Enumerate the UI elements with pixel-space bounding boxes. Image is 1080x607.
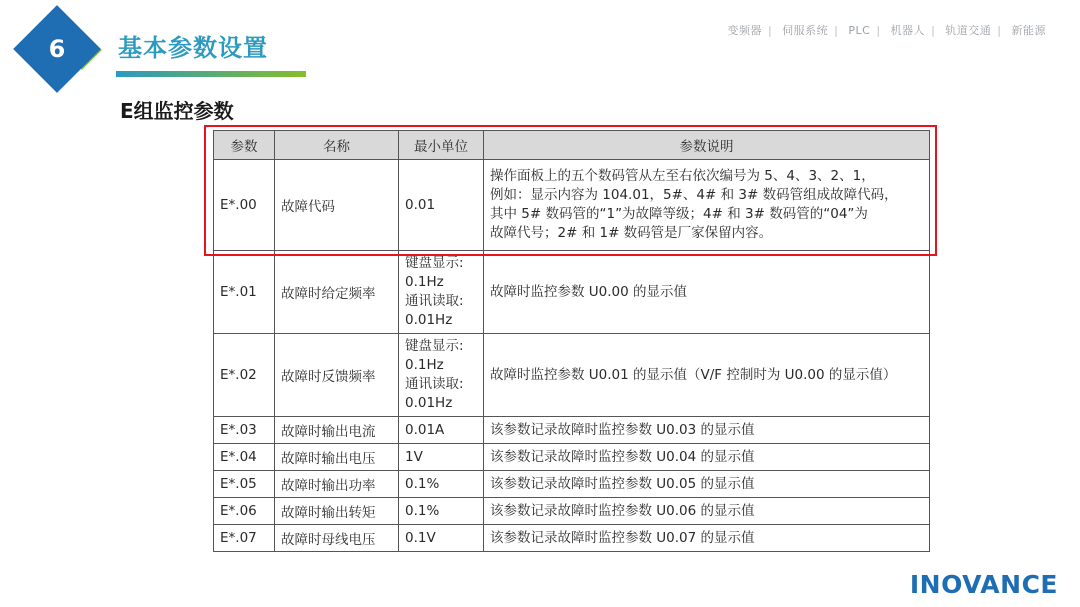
nav-item-rail[interactable]: 轨道交通: [945, 24, 992, 37]
param-name: 故障时给定频率: [275, 251, 399, 334]
nav-item-servo[interactable]: 伺服系统: [782, 24, 829, 37]
unit-line: 通讯读取:: [405, 293, 464, 309]
param-unit: 1V: [399, 444, 484, 471]
section-number: 6: [48, 35, 66, 63]
table-row: [214, 251, 930, 334]
param-desc: [484, 160, 930, 251]
table-crop-mask: [200, 567, 950, 607]
param-desc: 该参数记录故障时监控参数 U0.04 的显示值: [484, 444, 930, 471]
param-unit: 0.1%: [399, 498, 484, 525]
col-header-unit: 最小单位: [399, 131, 484, 160]
param-unit: [399, 334, 484, 417]
desc-line: 例如：显示内容为 104.01，5#、4# 和 3# 数码管组成故障代码，: [490, 187, 898, 203]
param-name: 故障时母线电压: [275, 525, 399, 552]
col-header-name: 名称: [275, 131, 399, 160]
unit-line: 0.1Hz: [405, 274, 444, 290]
param-name: 故障时输出转矩: [275, 498, 399, 525]
param-code: E*.03: [214, 417, 275, 444]
param-name: 故障时输出功率: [275, 471, 399, 498]
table-row: [214, 471, 930, 498]
desc-line: 故障代号；2# 和 1# 数码管是厂家保留内容。: [490, 225, 773, 241]
unit-line: 键盘显示:: [405, 338, 464, 354]
table-row: [214, 334, 930, 417]
table-row: [214, 417, 930, 444]
param-code: E*.00: [214, 160, 275, 251]
param-unit: 0.01: [399, 160, 484, 251]
nav-item-robot[interactable]: 机器人: [890, 24, 926, 37]
nav-item-new-energy[interactable]: 新能源: [1011, 24, 1046, 37]
param-unit: [399, 251, 484, 334]
param-code: E*.02: [214, 334, 275, 417]
unit-line: 0.1Hz: [405, 357, 444, 373]
nav-item-inverter[interactable]: 变频器: [727, 24, 762, 37]
title-underline: [116, 71, 306, 77]
unit-line: 通讯读取:: [405, 376, 464, 392]
param-code: E*.04: [214, 444, 275, 471]
top-nav: 变频器 | 伺服系统 | PLC | 机器人 | 轨道交通 | 新能源: [727, 24, 1046, 37]
unit-line: 0.01Hz: [405, 395, 453, 411]
param-name: 故障时反馈频率: [275, 334, 399, 417]
param-unit: 0.01A: [399, 417, 484, 444]
col-header-param: 参数: [214, 131, 275, 160]
param-desc: 该参数记录故障时监控参数 U0.07 的显示值: [484, 525, 930, 552]
param-code: E*.07: [214, 525, 275, 552]
param-unit: 0.1V: [399, 525, 484, 552]
table-row: [214, 444, 930, 471]
nav-item-plc[interactable]: PLC: [848, 24, 871, 37]
parameter-table: [213, 130, 930, 552]
desc-line: 其中 5# 数码管的“1”为故障等级；4# 和 3# 数码管的“04”为: [490, 206, 868, 222]
param-desc: 该参数记录故障时监控参数 U0.06 的显示值: [484, 498, 930, 525]
param-code: E*.05: [214, 471, 275, 498]
param-desc: 该参数记录故障时监控参数 U0.03 的显示值: [484, 417, 930, 444]
param-desc: 该参数记录故障时监控参数 U0.05 的显示值: [484, 471, 930, 498]
unit-line: 0.01Hz: [405, 312, 453, 328]
section-badge: [16, 8, 106, 94]
unit-line: 键盘显示:: [405, 255, 464, 271]
param-desc: 故障时监控参数 U0.01 的显示值（V/F 控制时为 U0.00 的显示值）: [484, 334, 930, 417]
param-name: 故障代码: [275, 160, 399, 251]
param-code: E*.06: [214, 498, 275, 525]
section-title: 基本参数设置: [118, 34, 268, 62]
table-row: [214, 160, 930, 251]
param-name: 故障时输出电压: [275, 444, 399, 471]
desc-line: 操作面板上的五个数码管从左至右依次编号为 5、4、3、2、1，: [490, 168, 875, 184]
param-unit: 0.1%: [399, 471, 484, 498]
param-name: 故障时输出电流: [275, 417, 399, 444]
param-code: E*.01: [214, 251, 275, 334]
param-desc: 故障时监控参数 U0.00 的显示值: [484, 251, 930, 334]
page-subtitle: E组监控参数: [120, 99, 234, 123]
col-header-desc: 参数说明: [484, 131, 930, 160]
table-row: [214, 498, 930, 525]
table-header-row: [214, 131, 930, 160]
table-row: [214, 525, 930, 552]
inovance-logo: INOVANCE: [909, 570, 1058, 599]
